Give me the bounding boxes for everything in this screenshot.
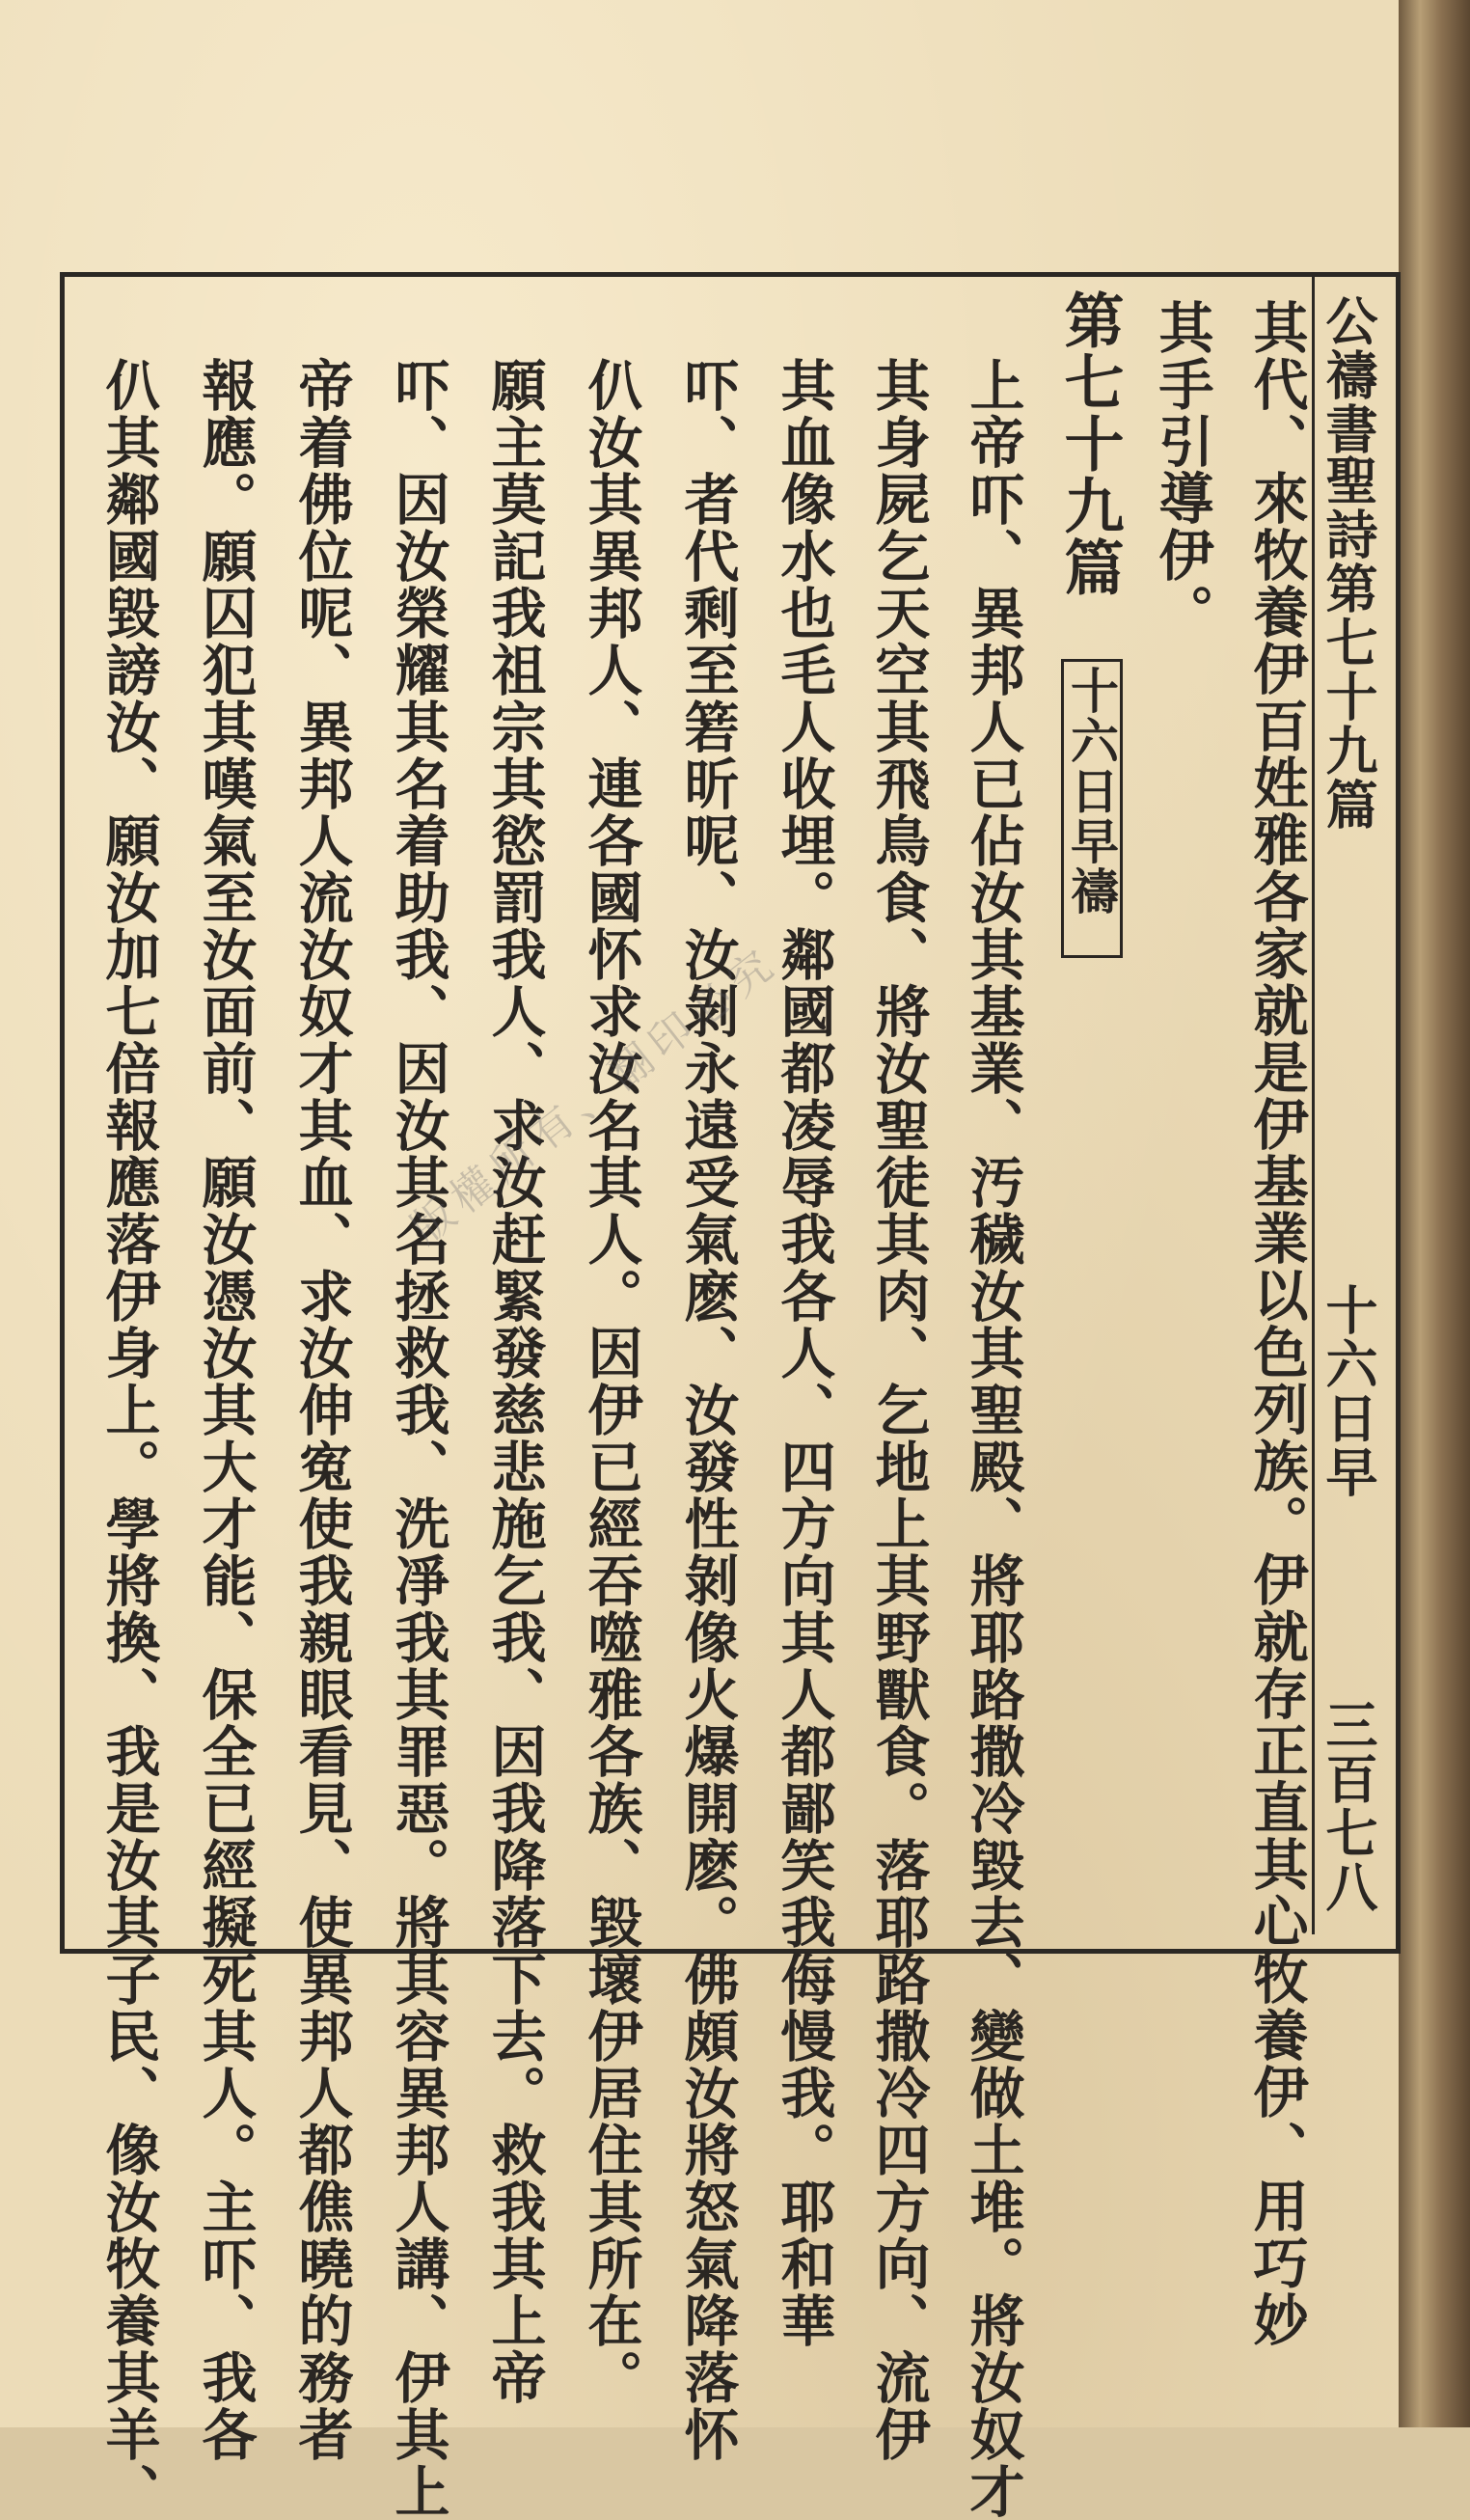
text-column-10: 帝着佛位呢、異邦人流汝奴才其血、求汝伸寃使我親眼看見、使異邦人都僬曉的務者 [289, 357, 354, 2463]
page-edge [1399, 0, 1470, 2427]
text-column-6: 吓、者代剩至箬昕呢、汝剝永遠受氣麽、汝發性剝像火爆開麽。佛頗汝將怒氣降落怀 [675, 357, 740, 2463]
psalm-heading: 第七十九篇 [1054, 289, 1125, 598]
date-label: 十六日早 [1318, 1283, 1379, 1499]
watermark-stamp: 版權所有、翻印必究 [401, 937, 788, 1254]
text-column-12: 仈其鄰國毀謗汝、願汝加七倍報應落伊身上。學將換、我是汝其子民、像汝牧養其羊、 [96, 357, 161, 2520]
text-column-2: 其手引導伊。 [1150, 299, 1214, 641]
text-column-4: 其身屍乞天空其飛鳥食、將汝聖徒其肉、乞地上其野獸食。落耶路撒冷四方向、流伊 [866, 357, 931, 2463]
page-number: 三百七八 [1318, 1698, 1379, 1914]
text-column-1: 其代、來牧養伊百姓雅各家就是伊基業以色列族。伊就存正直其心牧養伊、用巧妙 [1244, 299, 1309, 2348]
text-column-11: 報應。願囚犯其嘆氣至汝面前、願汝憑汝其大才能、保全已經擬死其人。主吓、我各 [193, 357, 258, 2463]
section-title: 聖詩第七十九篇 [1318, 453, 1379, 832]
text-column-9: 吓、因汝榮耀其名着助我、因汝其名拯救我、洗凈我其罪惡。將其容異邦人講、伊其上 [386, 357, 450, 2520]
header-rule [1312, 275, 1315, 1934]
text-column-5: 其血像水也毛人收埋。鄰國都凌辱我各人、四方向其人都鄙笑我侮慢我。耶和華 [772, 357, 836, 2349]
text-column-3: 上帝吓、異邦人已佔汝其基業、汚穢汝其聖殿、將耶路撒冷毀去、變做土堆。將汝奴才 [961, 357, 1025, 2520]
text-column-7: 仈汝其異邦人、連各國怀求汝名其人。因伊已經吞噬雅各族、毀壞伊居住其所在。 [579, 357, 643, 2406]
note-box-text: 十六日早禱 [1063, 666, 1120, 917]
book-title: 公禱書 [1318, 294, 1379, 456]
text-column-8: 願主莫記我祖宗其慾罰我人、求汝赶緊發慈悲施乞我、因我降落下去。救我其上帝 [482, 357, 547, 2406]
